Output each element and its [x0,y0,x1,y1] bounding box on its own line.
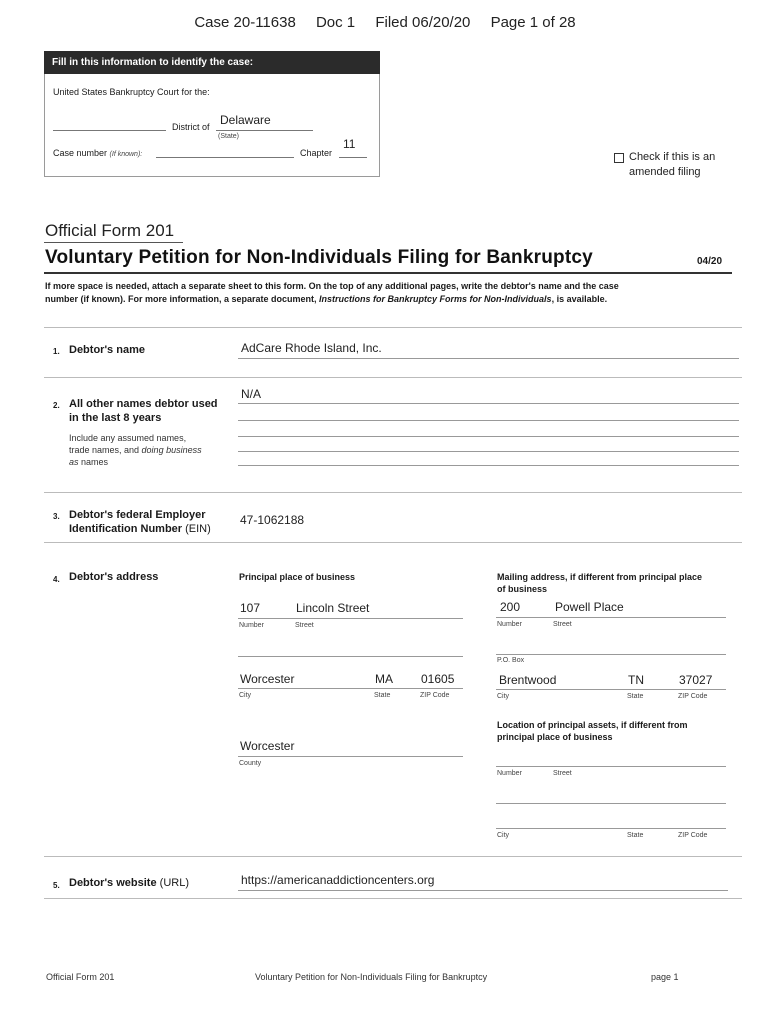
principal-city-value: Worcester [240,672,295,686]
mailing-zip-value: 37027 [679,673,713,687]
form-title: Voluntary Petition for Non-Individuals Filing for Bankruptcy [45,247,593,268]
county-label: County [239,760,262,767]
ein-value: 47-1062188 [240,513,305,527]
footer-form-name: Official Form 201 [46,972,115,982]
instructions: If more space is needed, attach a separate sheet to this form. On the top of any additional pages, write the debtor's name and the case number (if known). For more information, a separate document, Instructions for Bankruptcy Forms for Non-Individuals, is available. [45,281,619,304]
po-box-field[interactable] [496,654,726,655]
principal-zip-label: ZIP Code [420,692,450,699]
case-number-label: Case number (If known): [53,148,143,158]
principal-number-label: Number [239,622,264,629]
mailing-state-value: TN [628,673,644,687]
chapter-label: Chapter [300,148,333,158]
other-names-value: N/A [241,387,262,401]
divider-2 [44,377,742,378]
po-box-label: P.O. Box [497,657,525,664]
district-field[interactable] [216,130,313,131]
debtor-name-value: AdCare Rhode Island, Inc. [241,341,382,355]
q2-sublabel: Include any assumed names, trade names, and doing business as names [69,433,202,467]
footer-form-title: Voluntary Petition for Non-Individuals Filing for Bankruptcy [255,972,488,982]
mailing-city-label: City [497,693,510,700]
other-names-line-4[interactable] [238,451,739,452]
q5-label: Debtor's website (URL) [69,877,189,889]
principal-street-field-2[interactable] [238,656,463,657]
amended-checkbox[interactable] [614,149,628,167]
case-header [0,14,770,31]
principal-place-header: Principal place of business [239,572,356,582]
other-names-line-1[interactable] [238,403,739,404]
assets-zip-label: ZIP Code [678,832,708,839]
assets-city-field[interactable] [496,828,726,829]
mailing-zip-label: ZIP Code [678,693,708,700]
title-rule [44,272,732,274]
other-names-line-5[interactable] [238,465,739,466]
district-value: Delaware [220,113,271,127]
mailing-city-field[interactable] [496,689,726,690]
mailing-street-label: Street [553,621,572,628]
principal-street-value: Lincoln Street [296,601,370,615]
q4-number: 4. [53,575,60,584]
q2-label: All other names debtor used in the last 8 years [69,398,218,424]
other-names-line-3[interactable] [238,436,739,437]
assets-city-label: City [497,832,510,839]
assets-number-label: Number [497,770,522,777]
mailing-number-label: Number [497,621,522,628]
website-value: https://americanaddictioncenters.org [241,873,435,887]
q4-label: Debtor's address [69,571,159,583]
principal-state-value: MA [375,672,393,686]
form-version: 04/20 [697,256,723,267]
divider-3 [44,492,742,493]
mailing-street-field[interactable] [496,617,726,618]
other-names-line-2[interactable] [238,420,739,421]
official-form-label: Official Form 201 [45,221,175,240]
court-blank [53,130,166,131]
principal-city-field[interactable] [238,688,463,689]
state-label: (State) [218,133,240,140]
id-box-title: Fill in this information to identify the case: [44,51,380,74]
principal-state-label: State [374,692,391,699]
assets-state-label: State [627,832,644,839]
assets-street-field-2[interactable] [496,803,726,804]
amended-label: Check if this is an amended filing [629,151,716,178]
mailing-number-value: 200 [500,600,521,614]
assets-street-label: Street [553,770,572,777]
divider-4 [44,542,742,543]
q2-number: 2. [53,401,60,410]
page-count-text: Page 1 of 28 [490,14,576,31]
principal-number-value: 107 [240,601,261,615]
divider-5 [44,856,742,857]
principal-zip-value: 01605 [421,672,455,686]
assets-street-field[interactable] [496,766,726,767]
principal-street-field[interactable] [238,618,463,619]
principal-street-label: Street [295,622,314,629]
mailing-address-header: Mailing address, if different from principal place of business [497,572,703,594]
divider-6 [44,898,742,899]
chapter-value: 11 [343,137,356,151]
doc-number-text: Doc 1 [315,14,356,31]
principal-city-label: City [239,692,252,699]
county-field[interactable] [238,756,463,757]
principal-assets-header: Location of principal assets, if different from principal place of business [497,720,688,742]
case-number-text: Case 20-11638 [194,14,296,31]
case-number-field[interactable] [156,157,294,158]
chapter-field[interactable] [339,157,367,158]
court-line: United States Bankruptcy Court for the: [53,87,210,97]
checkbox-icon[interactable] [614,153,624,163]
q3-label: Debtor's federal Employer Identification Number (EIN) [69,509,211,535]
divider-1 [44,327,742,328]
filed-date-text: Filed 06/20/20 [375,14,471,31]
district-label: District of [172,122,210,132]
county-value: Worcester [240,739,295,753]
website-field[interactable] [238,890,728,891]
q1-label: Debtor's name [69,344,145,356]
q5-number: 5. [53,881,60,890]
footer-page-number: page 1 [651,972,679,982]
q3-number: 3. [53,512,60,521]
debtor-name-field[interactable] [238,358,739,359]
mailing-street-value: Powell Place [555,600,624,614]
mailing-city-value: Brentwood [499,673,557,687]
mailing-state-label: State [627,693,644,700]
official-form-underline [44,242,183,243]
q1-number: 1. [53,347,60,356]
